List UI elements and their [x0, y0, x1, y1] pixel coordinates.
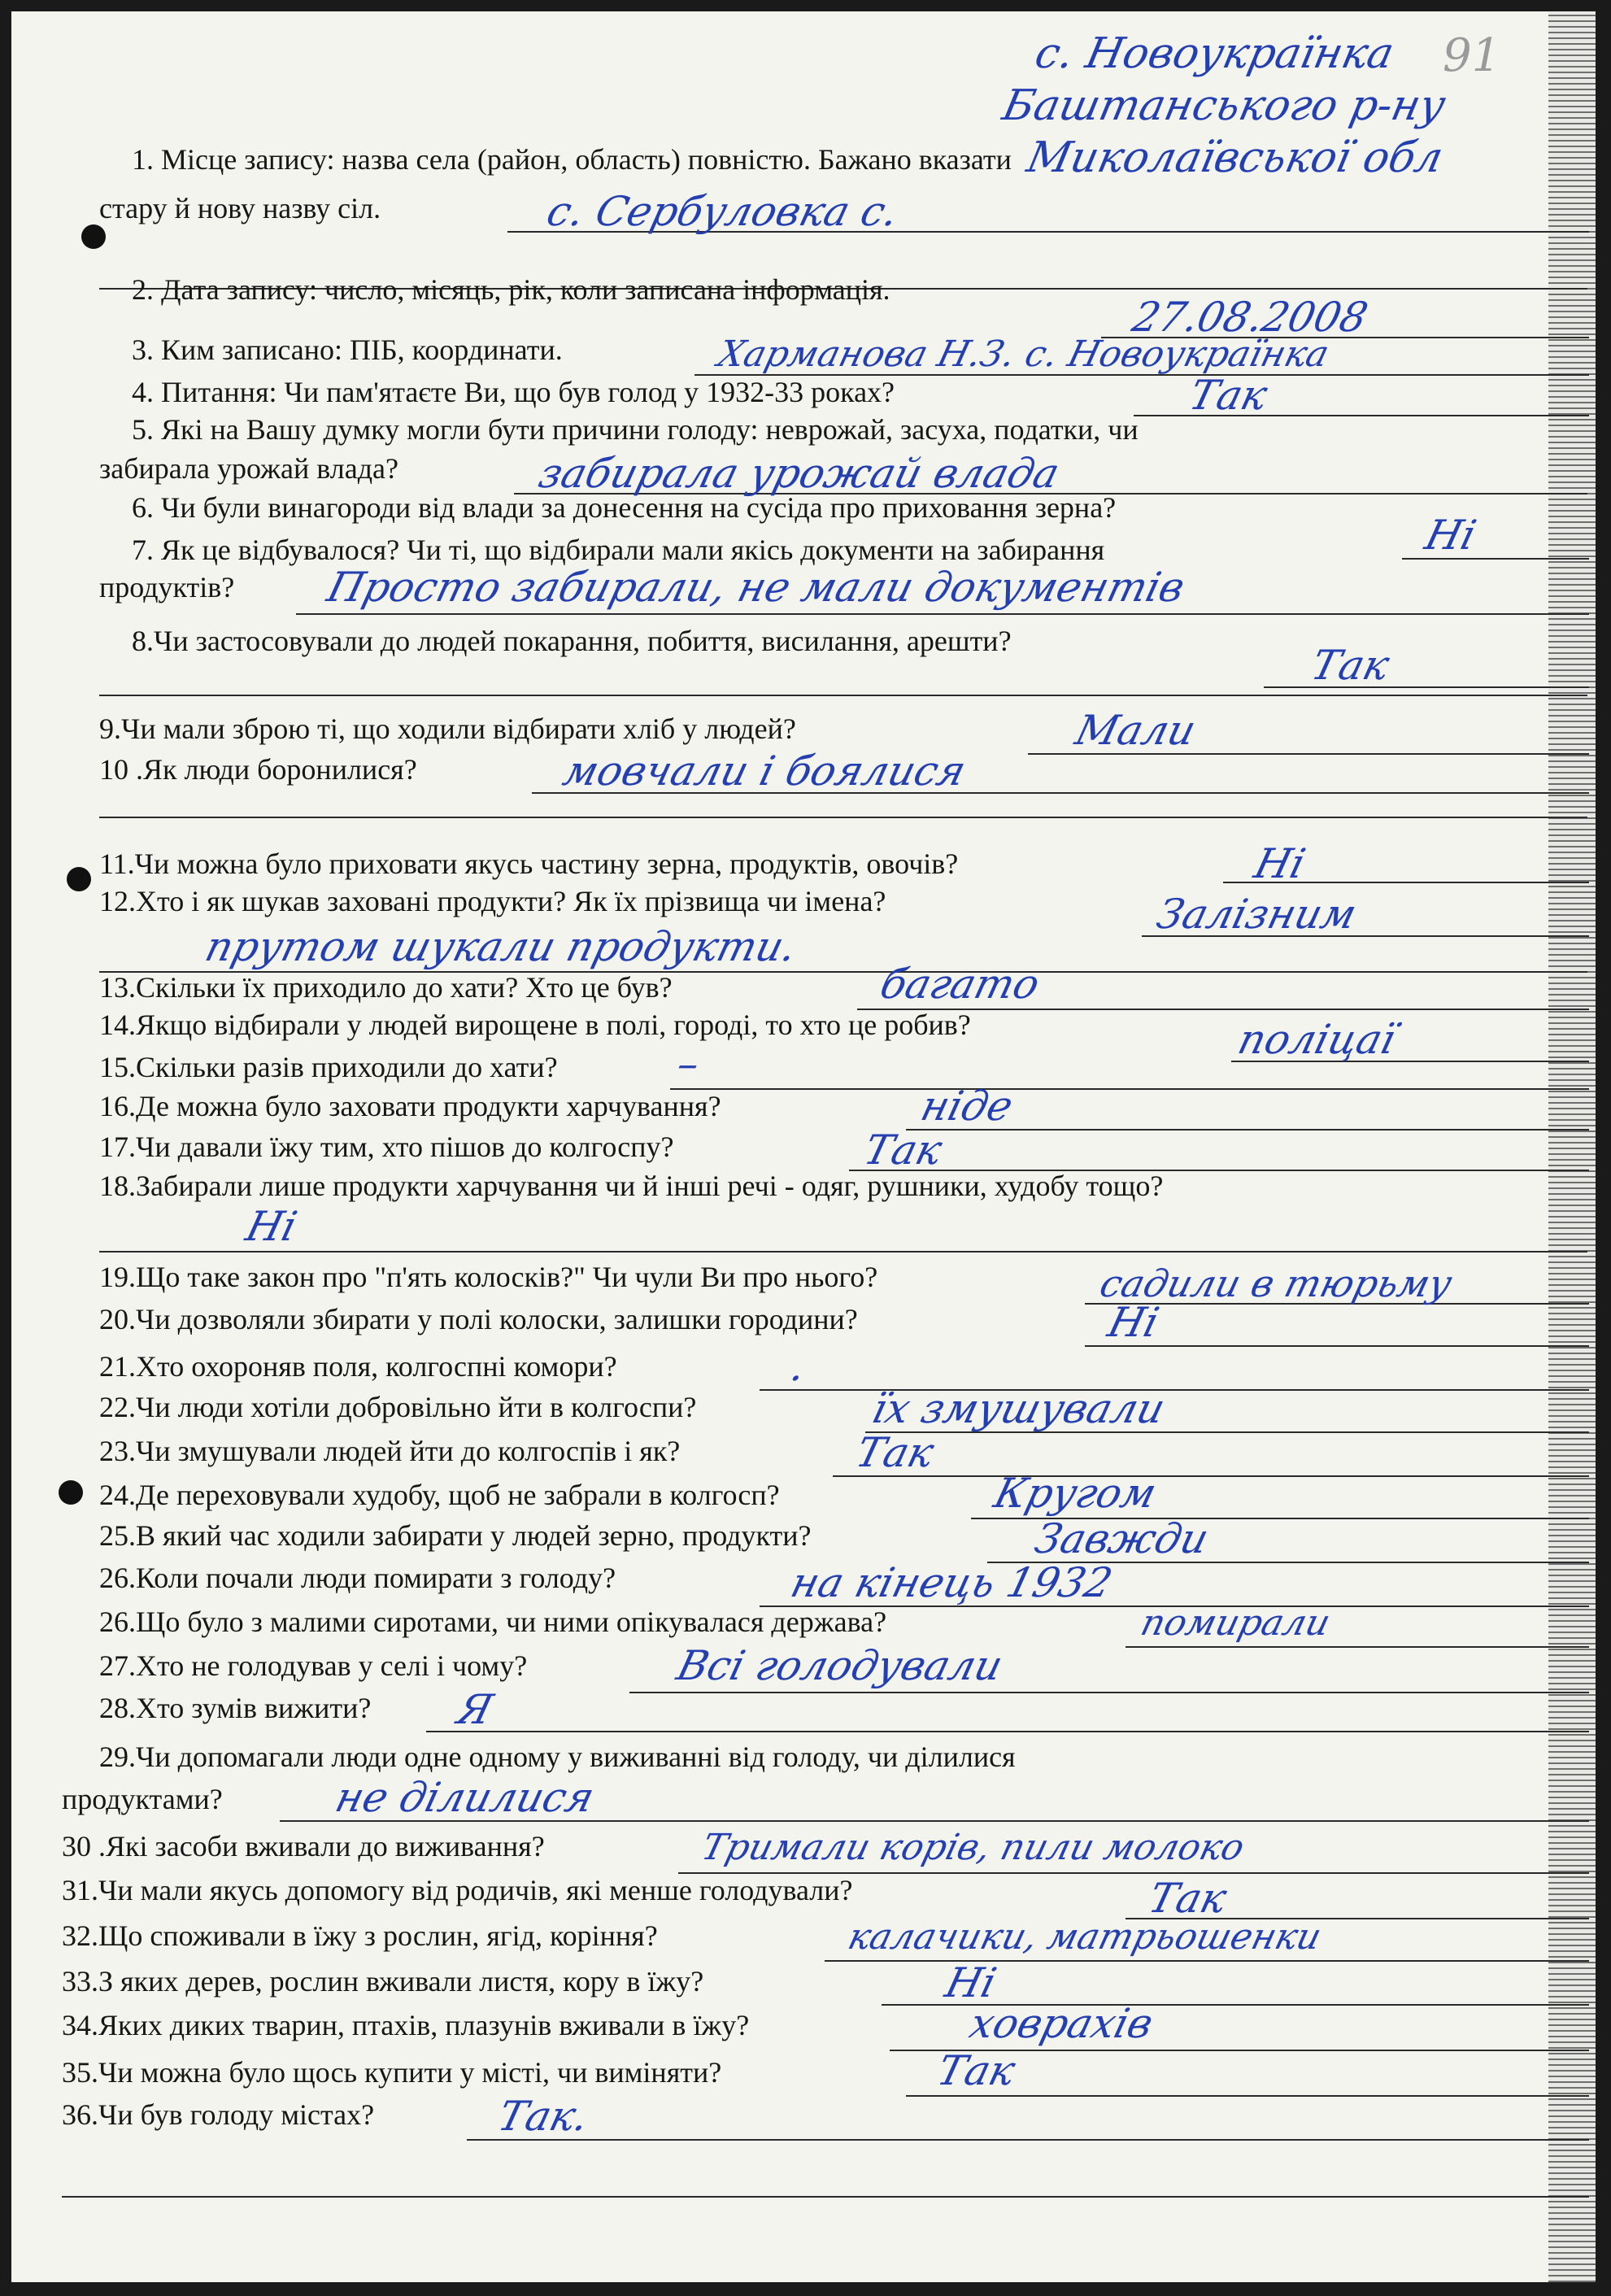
handwritten-answer: ховрахів — [964, 2000, 1158, 2047]
question-text: 23.Чи змушували людей йти до колгоспів і як? — [99, 1435, 681, 1467]
handwritten-answer: – — [672, 1040, 705, 1087]
handwritten-answer: Ні — [1420, 512, 1481, 559]
answer-line — [296, 613, 1589, 615]
handwritten-answer: помирали — [1136, 1602, 1335, 1644]
place-line: Баштанського р-ну — [998, 81, 1450, 130]
place-line: с. Новоукраїнка — [1030, 29, 1399, 78]
question-text: 26.Коли почали люди помирати з голоду? — [99, 1562, 616, 1594]
question-text: 3. Ким записано: ПІБ, координати. — [132, 333, 563, 366]
handwritten-answer: Мали — [1070, 707, 1201, 754]
handwritten-answer: Ні — [940, 1959, 1001, 2006]
question-text: 19.Що таке закон про "п'ять колосків?" Чи чули Ви про нього? — [99, 1261, 878, 1293]
handwritten-answer: забирала урожай влада — [533, 450, 1065, 497]
question-text: 28.Хто зумів вижити? — [99, 1692, 372, 1724]
question-text: 29.Чи допомагали люди одне одному у виживанні від голоду, чи ділилися — [99, 1741, 1016, 1773]
answer-line — [825, 1960, 1589, 1962]
question-text: 11.Чи можна було приховати якусь частину зерна, продуктів, овочів? — [99, 847, 959, 880]
answer-line — [99, 695, 1587, 696]
answer-line — [1142, 935, 1589, 937]
handwritten-answer: Ні — [241, 1203, 302, 1250]
handwritten-answer: Так. — [493, 2093, 594, 2140]
handwritten-answer: Ні — [1103, 1299, 1164, 1346]
question-text: 22.Чи люди хотіли добровільно йти в колгоспи? — [99, 1391, 697, 1423]
question-text: 24.Де переховували худобу, щоб не забрали в колгосп? — [99, 1479, 780, 1511]
question-text: 2. Дата запису: число, місяць, рік, коли записана інформація. — [132, 273, 890, 306]
handwritten-answer: ніде — [916, 1083, 1018, 1130]
question-text: 7. Як це відбувалося? Чи ті, що відбирали мали якісь документи на забирання — [132, 534, 1105, 566]
question-text: 25.В який час ходили забирати у людей зерно, продукти? — [99, 1519, 812, 1552]
question-text: 1. Місце запису: назва села (район, область) повністю. Бажано вказати — [132, 143, 1012, 176]
question-text: 5. Які на Вашу думку могли бути причини голоду: неврожай, засуха, податки, чи — [132, 413, 1139, 446]
handwritten-answer: Харманова Н.З. с. Новоукраїнка — [713, 333, 1334, 375]
question-text: 13.Скільки їх приходило до хати? Хто це був? — [99, 971, 673, 1004]
handwritten-answer: 27.08.2008 — [1127, 294, 1373, 341]
question-text: 16.Де можна було заховати продукти харчування? — [99, 1090, 721, 1122]
handwritten-answer: садили в тюрьму — [1095, 1261, 1457, 1305]
question-text: 9.Чи мали зброю ті, що ходили відбирати хліб у людей? — [99, 712, 796, 745]
question-text: 18.Забирали лише продукти харчування чи й інші речі - одяг, рушники, худобу тощо? — [99, 1170, 1164, 1202]
question-text: 14.Якщо відбирали у людей вирощене в полі, городі, то хто це робив? — [99, 1009, 971, 1041]
handwritten-answer: Просто забирали, не мали документів — [322, 564, 1190, 611]
handwritten-answer: поліцаї — [1233, 1016, 1401, 1063]
question-text: 26.Що було з малими сиротами, чи ними опікувалася держава? — [99, 1605, 887, 1638]
handwritten-answer: Так — [932, 2047, 1021, 2094]
question-text: 6. Чи були винагороди від влади за донесення на сусіда про приховання зерна? — [132, 491, 1117, 524]
question-text: 17.Чи давали їжу тим, хто пішов до колгоспу? — [99, 1131, 674, 1163]
handwritten-answer: Я — [452, 1686, 498, 1733]
handwritten-answer: Всі голодували — [672, 1642, 1008, 1689]
question-text: 21.Хто охороняв поля, колгоспні комори? — [99, 1350, 617, 1383]
handwritten-answer: Завжди — [1030, 1515, 1214, 1562]
answer-line — [99, 817, 1587, 818]
question-text: 31.Чи мали якусь допомогу від родичів, які менше голодували? — [62, 1874, 853, 1906]
punch-hole — [81, 224, 106, 249]
handwritten-answer: мовчали і боялися — [558, 747, 971, 795]
question-text: продуктами? — [62, 1783, 223, 1815]
handwritten-answer: Так — [1184, 372, 1273, 419]
question-text: 36.Чи був голоду містах? — [62, 2098, 375, 2131]
handwritten-answer: Так — [1306, 642, 1395, 689]
answer-line — [1085, 1345, 1589, 1347]
question-text: 12.Хто і як шукав заховані продукти? Як їх прізвища чи імена? — [99, 885, 886, 917]
question-text: 10 .Як люди боронилися? — [99, 753, 417, 786]
question-text: 34.Яких диких тварин, птахів, плазунів вживали в їжу? — [62, 2009, 750, 2041]
question-text: 15.Скільки разів приходили до хати? — [99, 1051, 558, 1083]
handwritten-answer: прутом шукали продукти. — [200, 923, 802, 970]
question-text: 8.Чи застосовували до людей покарання, побиття, висилання, арешти? — [132, 625, 1012, 657]
question-text: стару й нову назву сіл. — [99, 192, 381, 224]
question-text: 35.Чи можна було щось купити у місті, чи виміняти? — [62, 2056, 722, 2089]
handwritten-answer: багато — [875, 961, 1045, 1008]
handwritten-answer: Так — [851, 1429, 939, 1476]
question-text: 32.Що споживали в їжу з рослин, ягід, коріння? — [62, 1919, 658, 1952]
answer-line — [426, 1731, 1589, 1732]
question-text: 20.Чи дозволяли збирати у полі колоски, залишки городини? — [99, 1303, 858, 1335]
answer-line — [62, 2196, 1589, 2198]
place-line: Миколаївської обл — [1022, 133, 1448, 182]
answer-line — [833, 1475, 1589, 1477]
question-text: продуктів? — [99, 571, 235, 603]
handwritten-answer: їх змушували — [867, 1385, 1170, 1432]
question-text: 33.З яких дерев, рослин вживали листя, кору в їжу? — [62, 1965, 704, 1998]
handwritten-answer: Так — [1143, 1875, 1232, 1922]
answer-line — [467, 2139, 1589, 2141]
page-number: 91 — [1443, 29, 1501, 82]
questionnaire-page — [11, 11, 1596, 2282]
punch-hole — [59, 1480, 83, 1505]
handwritten-answer: на кінець 1932 — [786, 1559, 1117, 1606]
handwritten-answer: не ділилися — [330, 1774, 599, 1821]
handwritten-answer: Залізним — [1152, 891, 1361, 938]
answer-line — [99, 1251, 1587, 1253]
question-text: 27.Хто не голодував у селі і чому? — [99, 1649, 528, 1682]
answer-line — [906, 2095, 1589, 2097]
handwritten-answer: . — [786, 1343, 812, 1390]
question-text: забирала урожай влада? — [99, 452, 398, 485]
question-text: 4. Питання: Чи пам'ятаєте Ви, що був голод у 1932-33 роках? — [132, 376, 895, 408]
punch-hole — [67, 867, 91, 891]
handwritten-answer: Ні — [1249, 840, 1310, 887]
question-text: 30 .Які засоби вживали до виживання? — [62, 1830, 545, 1863]
handwritten-answer: Так — [859, 1126, 947, 1174]
answer-line — [1126, 1646, 1589, 1648]
handwritten-answer: с. Сербуловка с. — [542, 188, 903, 235]
handwritten-answer: Тримали корів, пили молоко — [697, 1827, 1249, 1868]
handwritten-answer: Кругом — [989, 1470, 1161, 1517]
handwritten-answer: калачики, матрьошенки — [843, 1916, 1326, 1958]
